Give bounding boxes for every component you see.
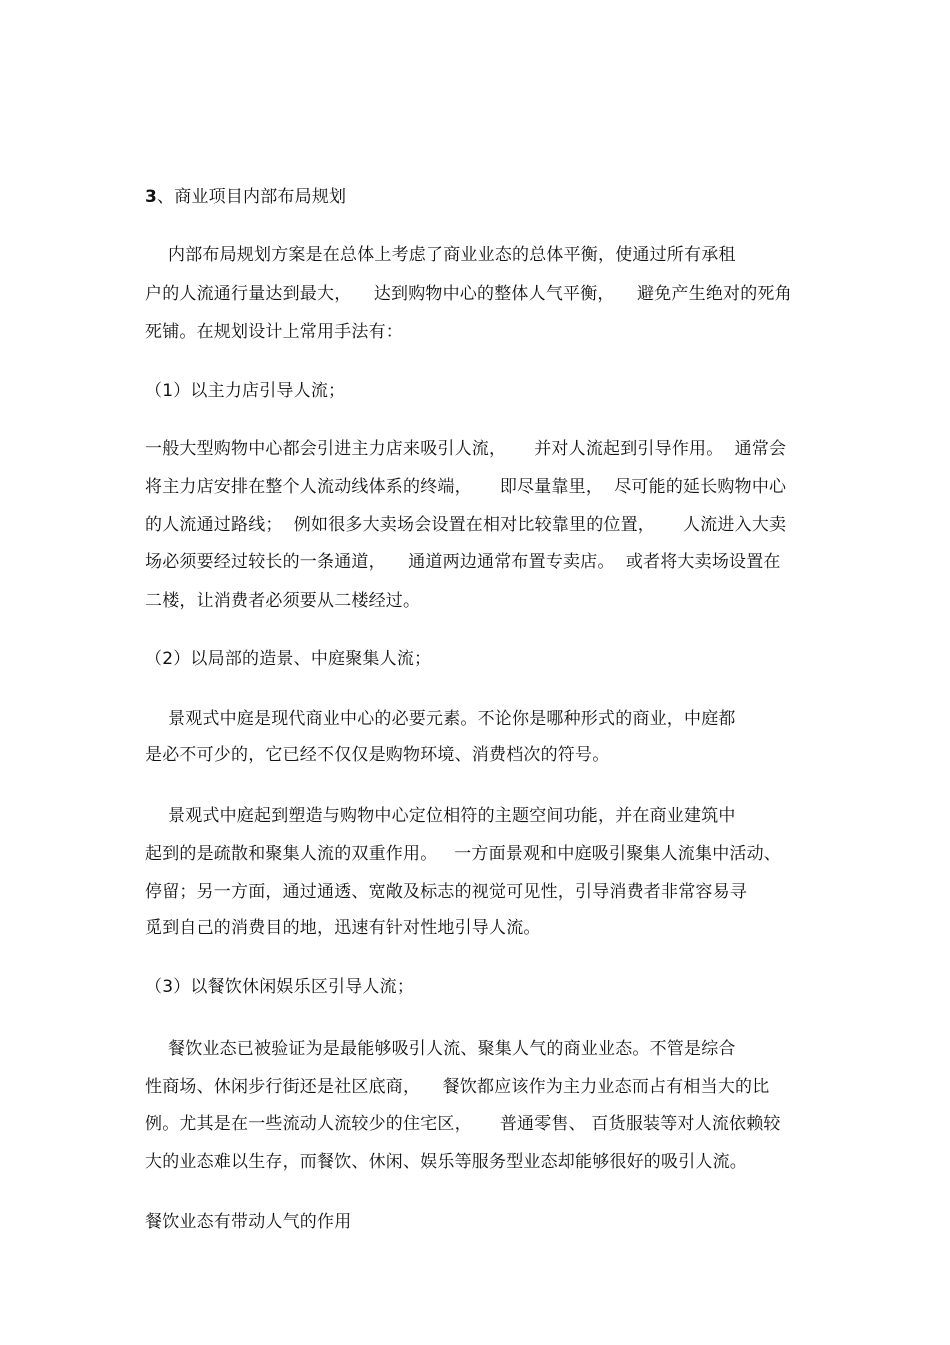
item1-line: 的人流通过路线； 例如很多大卖场会设置在相对比较靠里的位置， 人流进入大卖 xyxy=(145,515,787,535)
item1-line: 将主力店安排在整个人流动线体系的终端， 即尽量靠里， 尽可能的延长购物中心 xyxy=(145,477,787,497)
item3-line: 大的业态难以生存，而餐饮、休闲、娱乐等服务型业态却能够很好的吸引人流。 xyxy=(145,1152,747,1172)
item3-line: 例。尤其是在一些流动人流较少的住宅区， 普通零售、 百货服装等对人流依赖较 xyxy=(145,1114,781,1134)
section-heading xyxy=(145,186,346,208)
item1-line: 二楼，让消费者必须要从二楼经过。 xyxy=(145,591,421,611)
intro-line: 死铺。在规划设计上常用手法有： xyxy=(145,322,403,342)
closing-line: 餐饮业态有带动人气的作用 xyxy=(145,1212,352,1232)
item1-heading: （1）以主力店引导人流； xyxy=(145,381,346,401)
section-number: 3 xyxy=(145,187,158,207)
item2-para2-line: 停留；另一方面，通过通透、宽敞及标志的视觉可见性，引导消费者非常容易寻 xyxy=(145,882,747,902)
section-title: 、商业项目内部布局规划 xyxy=(157,187,347,207)
item2-para1-line: 是必不可少的，它已经不仅仅是购物环境、消费档次的符号。 xyxy=(145,745,610,765)
item1-line: 一般大型购物中心都会引进主力店来吸引人流， 并对人流起到引导作用。 通常会 xyxy=(145,439,787,459)
item2-para2-line: 起到的是疏散和聚集人流的双重作用。 一方面景观和中庭吸引聚集人流集中活动、 xyxy=(145,844,782,864)
item1-line: 场必须要经过较长的一条通道， 通道两边通常布置专卖店。 或者将大卖场设置在 xyxy=(145,552,781,572)
item3-line: 性商场、休闲步行街还是社区底商， 餐饮都应该作为主力业态而占有相当大的比 xyxy=(145,1077,770,1097)
item3-line: 餐饮业态已被验证为是最能够吸引人流、聚集人气的商业业态。不管是综合 xyxy=(168,1039,736,1059)
item2-para2-line: 觅到自己的消费目的地，迅速有针对性地引导人流。 xyxy=(145,918,541,938)
item2-para1-line: 景观式中庭是现代商业中心的必要元素。不论你是哪种形式的商业，中庭都 xyxy=(168,709,736,729)
item2-para2-line: 景观式中庭起到塑造与购物中心定位相符的主题空间功能，并在商业建筑中 xyxy=(168,806,736,826)
intro-line: 户的人流通行量达到最大， 达到购物中心的整体人气平衡， 避免产生绝对的死角 xyxy=(145,284,792,304)
item2-heading: （2）以局部的造景、中庭聚集人流； xyxy=(145,649,432,669)
item3-heading: （3）以餐饮休闲娱乐区引导人流； xyxy=(145,977,415,997)
intro-line: 内部布局规划方案是在总体上考虑了商业业态的总体平衡，使通过所有承租 xyxy=(168,245,736,265)
